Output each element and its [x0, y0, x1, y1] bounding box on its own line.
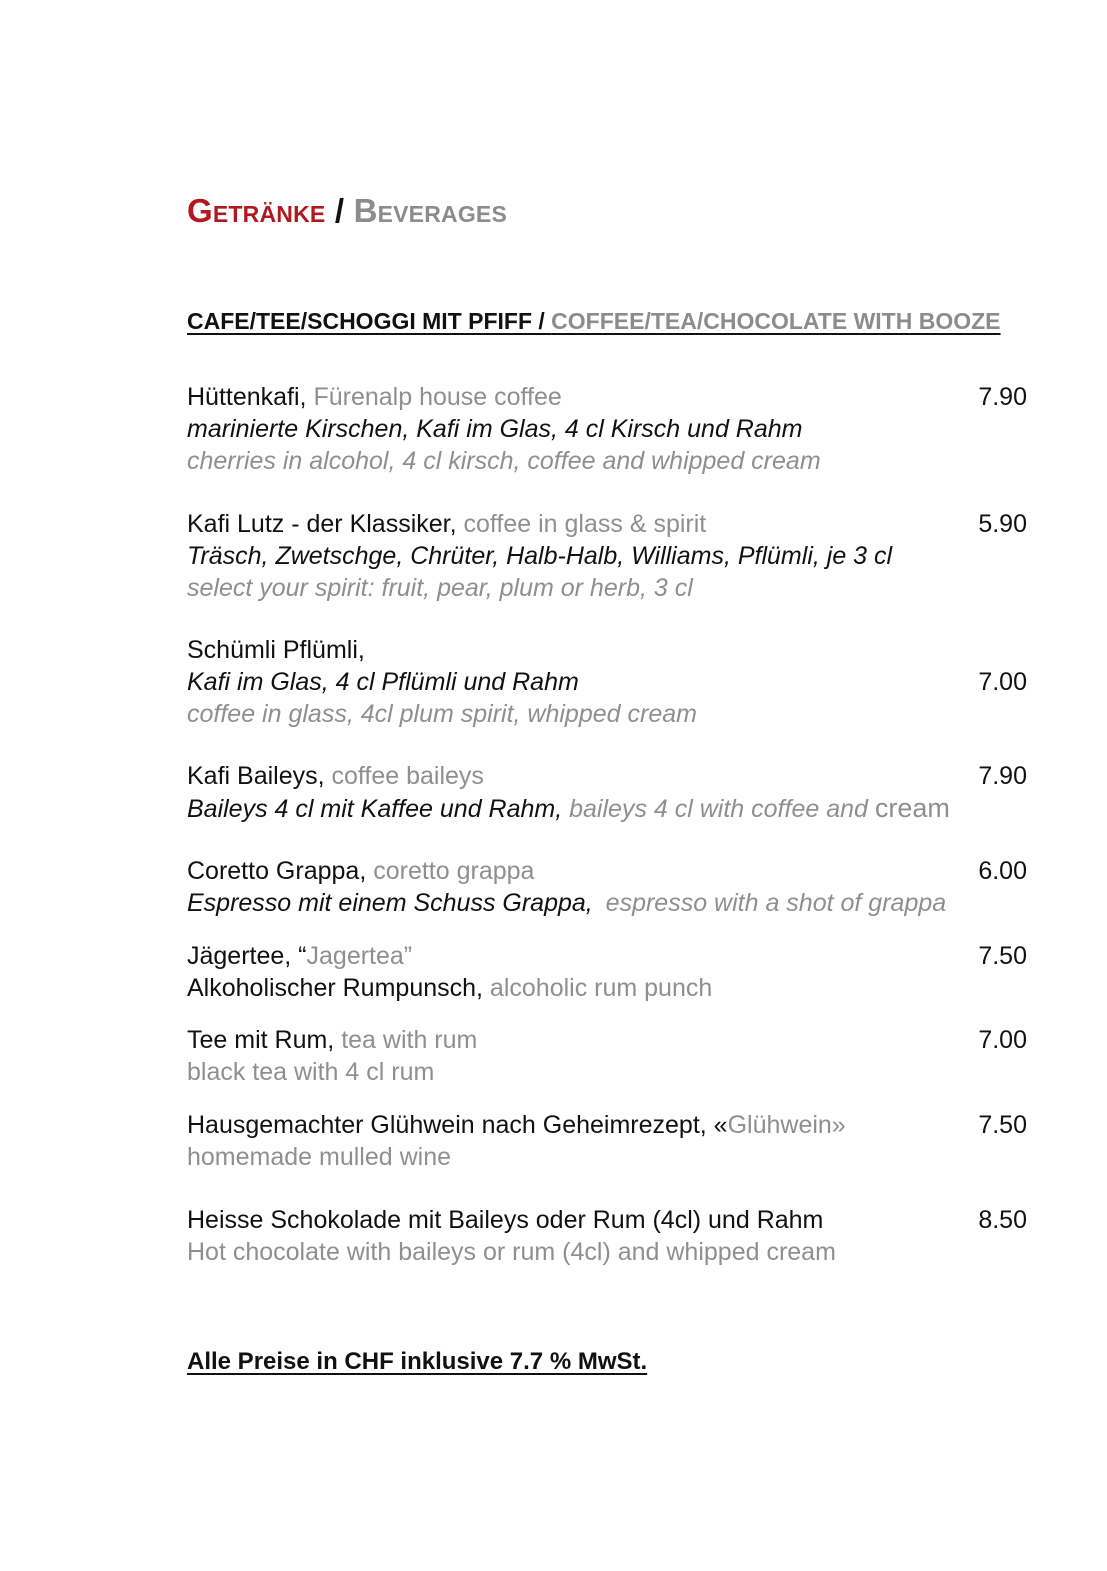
section-heading-english: COFFEE/TEA/CHOCOLATE WITH BOOZE — [551, 308, 1001, 334]
menu-item — [187, 508, 1027, 604]
item-description-english-tail: cream — [874, 793, 950, 823]
section-heading — [187, 308, 1001, 335]
item-description-english: coffee in glass, 4cl plum spirit, whipped cream — [187, 700, 697, 728]
item-description-english: cherries in alcohol, 4 cl kirsch, coffee and whipped cream — [187, 447, 821, 475]
item-price: 7.90 — [978, 762, 1027, 790]
item-name-english: tea with rum — [341, 1026, 478, 1054]
item-description-german: Baileys 4 cl mit Kaffee und Rahm, — [187, 795, 570, 823]
menu-item — [187, 381, 1027, 477]
menu-item — [187, 760, 1027, 824]
item-name-line — [187, 381, 1027, 413]
item-name-line — [187, 1109, 1027, 1141]
item-name: Kafi Baileys, — [187, 762, 332, 790]
item-name: Coretto Grappa, — [187, 857, 374, 885]
item-name: Kafi Lutz - der Klassiker, — [187, 510, 464, 538]
menu-item — [187, 940, 1027, 1004]
item-name: Hüttenkafi, — [187, 383, 314, 411]
item-price: 7.90 — [978, 383, 1027, 411]
page-title-german: Getränke — [187, 192, 326, 229]
item-price: 6.00 — [978, 857, 1027, 885]
item-description-line — [187, 972, 1027, 1004]
section-heading-german: CAFE/TEE/SCHOGGI MIT PFIFF / — [187, 308, 552, 334]
item-name-line — [187, 855, 1027, 887]
item-description-german: Kafi im Glas, 4 cl Pflümli und Rahm — [187, 668, 579, 696]
menu-item — [187, 855, 1027, 919]
menu-item — [187, 634, 1027, 730]
item-description-german: Espresso mit einem Schuss Grappa, — [187, 889, 600, 917]
page-title — [187, 192, 507, 230]
item-price: 7.50 — [978, 942, 1027, 970]
item-description-german: Träsch, Zwetschge, Chrüter, Halb-Halb, Williams, Pflümli, je 3 cl — [187, 542, 893, 570]
item-description-english: alcoholic rum punch — [489, 974, 713, 1002]
item-name: Hausgemachter Glühwein nach Geheimrezept, « — [187, 1111, 728, 1139]
item-name-english: Fürenalp house coffee — [313, 383, 562, 411]
item-name-english: Jagertea” — [306, 942, 413, 970]
item-price: 7.00 — [978, 668, 1027, 696]
item-description-english: espresso with a shot of grappa — [605, 889, 947, 917]
item-name-line — [187, 508, 1027, 540]
item-name: Tee mit Rum, — [187, 1026, 342, 1054]
menu-item — [187, 1024, 1027, 1088]
menu-item — [187, 1109, 1027, 1173]
item-description-german: Alkoholischer Rumpunsch, — [187, 974, 490, 1002]
item-name-english: coretto grappa — [373, 857, 535, 885]
item-description-english: select your spirit: fruit, pear, plum or herb, 3 cl — [187, 574, 693, 602]
item-name-english: coffee in glass & spirit — [463, 510, 707, 538]
item-description-line — [187, 887, 1027, 919]
item-name-line — [187, 1024, 1027, 1056]
item-name-english: Glühwein» — [727, 1111, 846, 1139]
item-description-english: black tea with 4 cl rum — [187, 1058, 435, 1086]
item-price: 7.00 — [978, 1026, 1027, 1054]
item-name: Jägertee, “ — [187, 942, 307, 970]
item-name-line — [187, 760, 1027, 792]
item-name: Heisse Schokolade mit Baileys oder Rum (4cl) und Rahm — [187, 1206, 824, 1234]
item-name-english: coffee baileys — [331, 762, 484, 790]
item-price: 7.50 — [978, 1111, 1027, 1139]
item-description-english: Hot chocolate with baileys or rum (4cl) and whipped cream — [187, 1238, 836, 1266]
item-price: 5.90 — [978, 510, 1027, 538]
menu-item — [187, 1204, 1027, 1268]
item-description-english: homemade mulled wine — [187, 1143, 452, 1171]
item-name-line — [187, 940, 1027, 972]
item-description-line — [187, 792, 1027, 824]
item-description-german: marinierte Kirschen, Kafi im Glas, 4 cl Kirsch und Rahm — [187, 415, 803, 443]
item-price: 8.50 — [978, 1206, 1027, 1234]
page-title-english: Beverages — [353, 192, 508, 229]
page-title-separator: / — [325, 192, 354, 229]
price-note: Alle Preise in CHF inklusive 7.7 % MwSt. — [187, 1348, 648, 1375]
item-name: Schümli Pflümli, — [187, 636, 365, 664]
item-description-english: baileys 4 cl with coffee and — [569, 795, 875, 823]
